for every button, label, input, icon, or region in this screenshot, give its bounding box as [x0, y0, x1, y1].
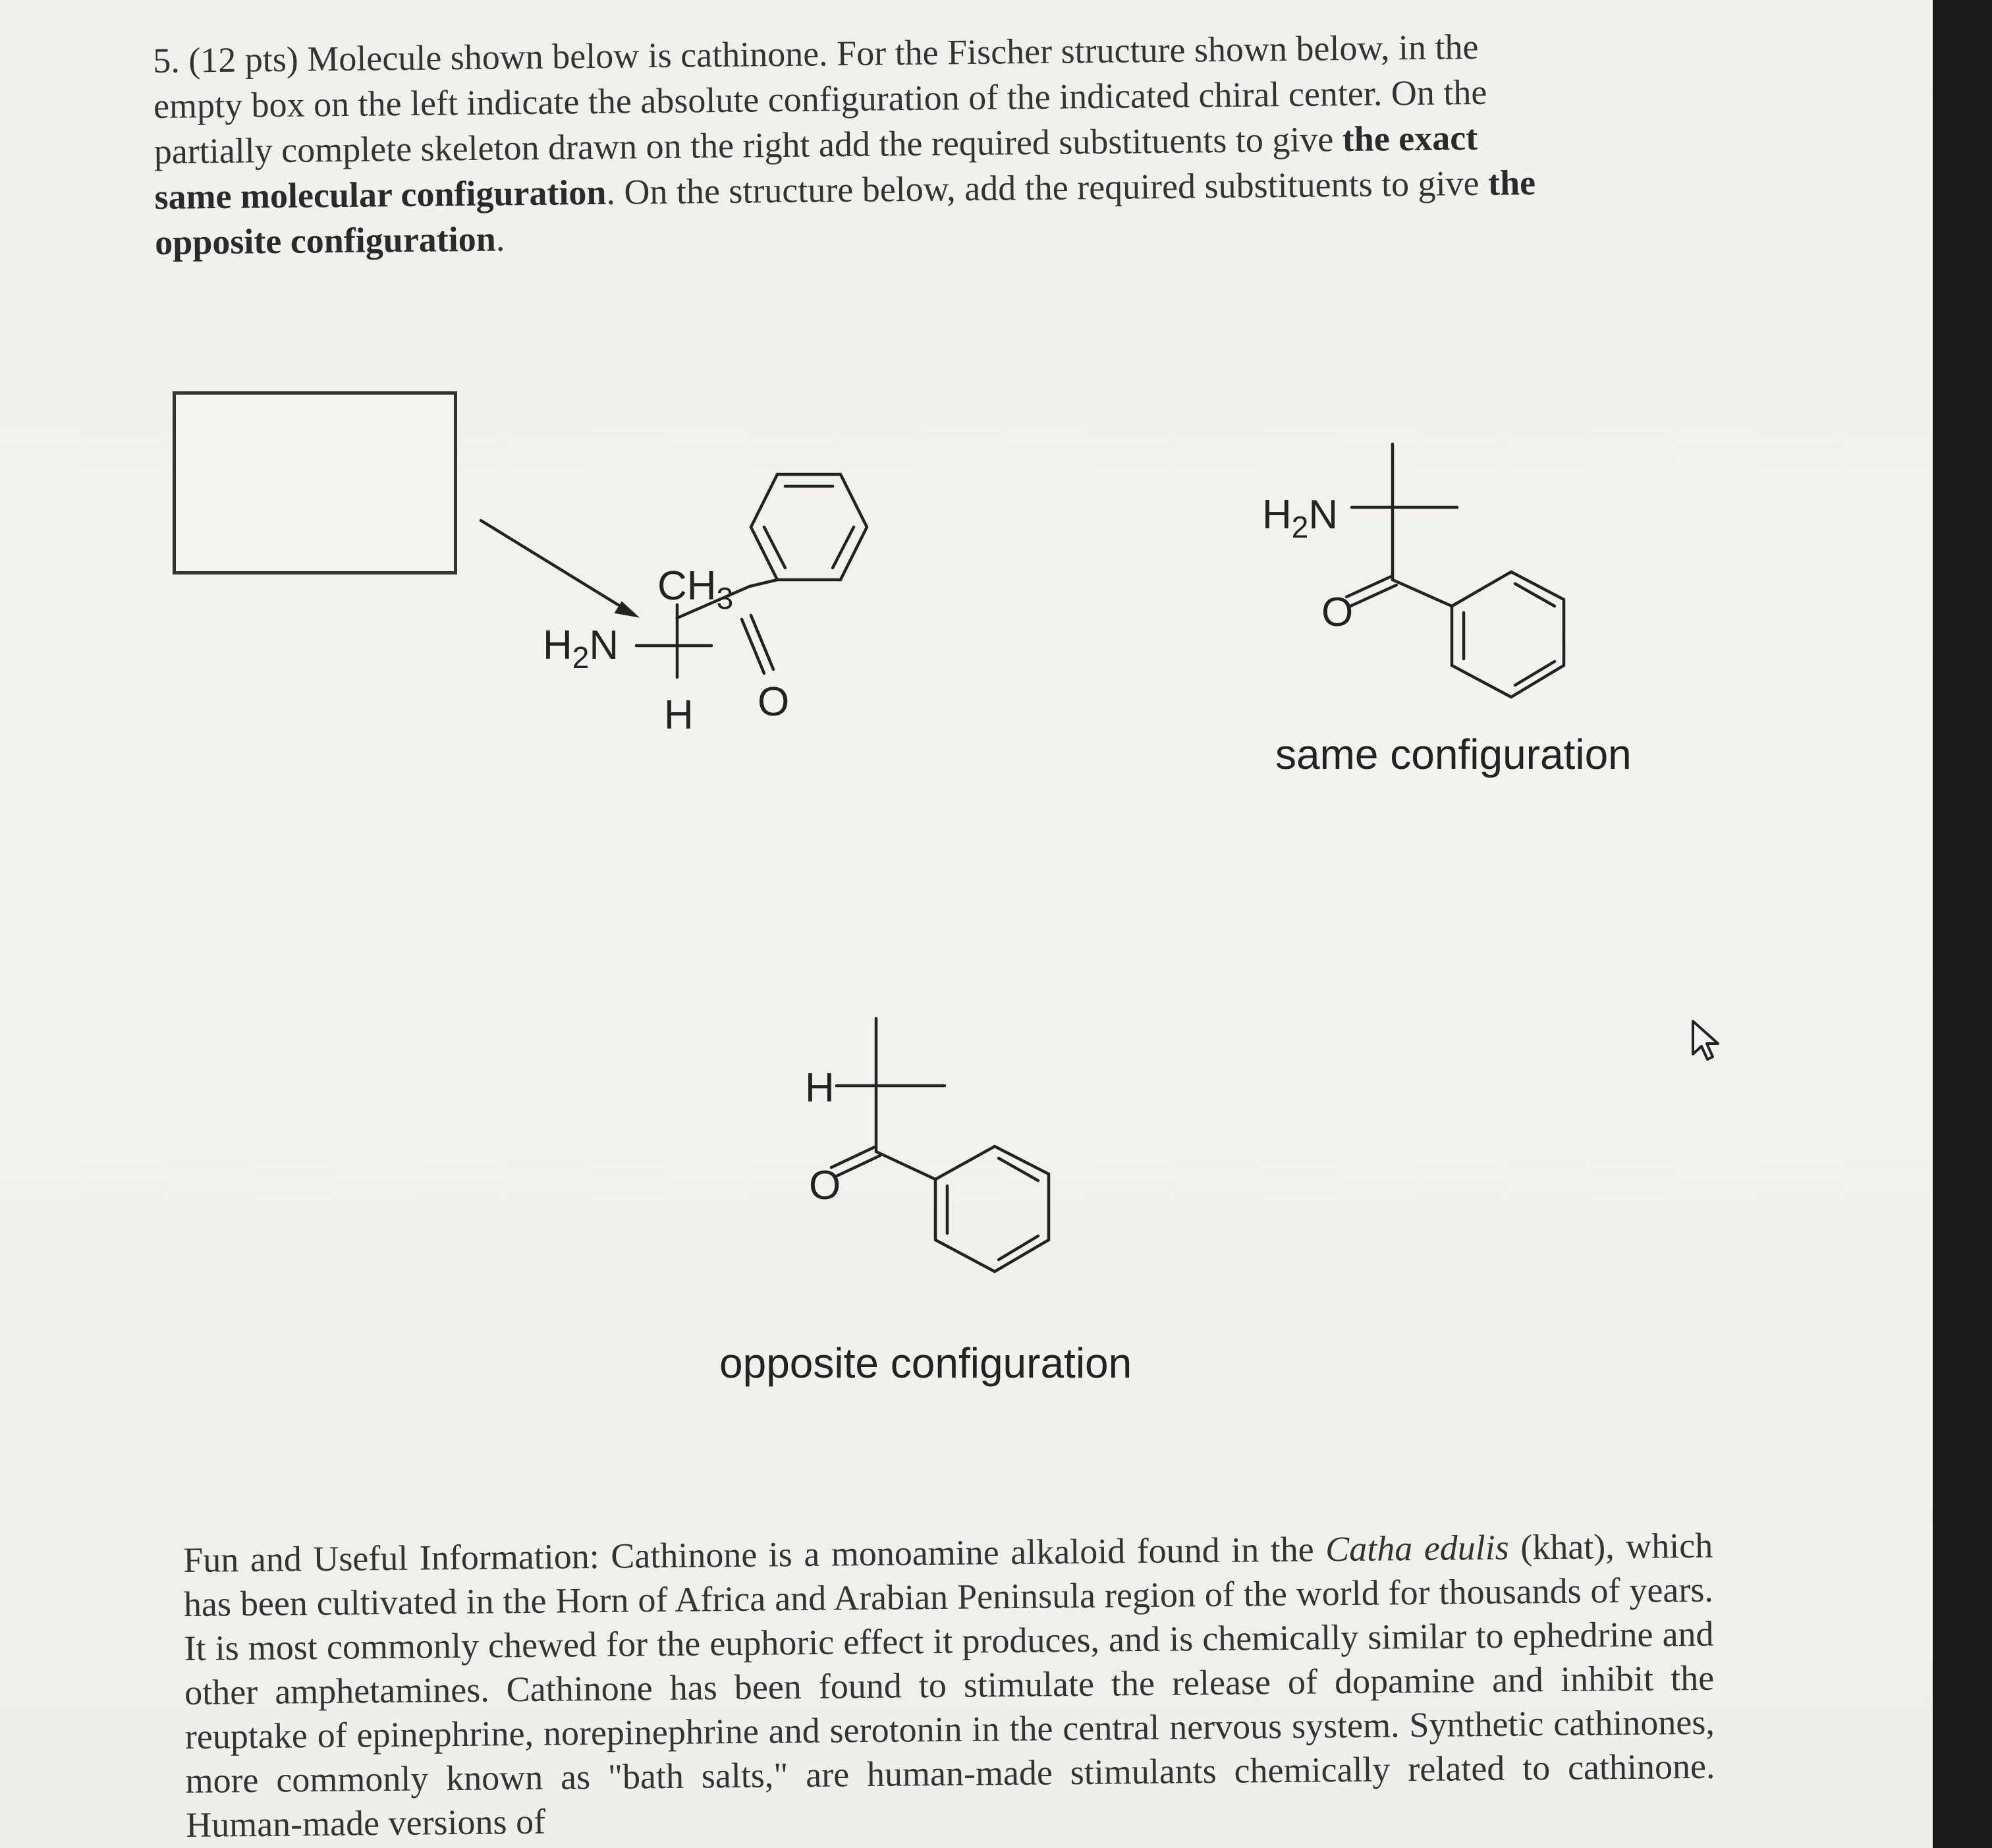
h2n-label: $H_2N$ [1262, 492, 1339, 544]
question-line-3: partially complete skeleton drawn on the right add the required substituents to give the exact [153, 117, 1478, 171]
carbonyl-o-label: O [758, 679, 790, 725]
h-label: H [664, 692, 694, 738]
pointer-arrow-line [481, 520, 624, 609]
carbonyl-double-bond-a [1346, 576, 1393, 597]
benzene-inner-bond [1515, 584, 1555, 606]
fun-information-paragraph: Fun and Useful Information: Cathinone is a monoamine alkaloid found in the Catha edulis (khat), which has been cultivated in the Horn of Africa and Arabian Peninsula region of the world for thousands of years. It is most commonly chewed for the euphoric effect it produces, and is chemically similar to ephedrine and other amphetamines. Cathinone has been found to stimulate the release of dopamine and inhibit the reuptake of epinephrine, norepinephrine and serotonin in the central nervous system. Synthetic cathinones, more commonly known as "bath salts," are human-made stimulants chemically related to cathinone. Human-made versions of [183, 1525, 1715, 1845]
carbonyl-double-bond-b [835, 1156, 880, 1177]
question-line-2: empty box on the left indicate the absolute configuration of the indicated chiral center. On the [153, 72, 1487, 126]
h-label: H [805, 1065, 835, 1111]
ch3-label: $CH_3$ [657, 563, 734, 615]
bold-phrase: opposite configuration [154, 219, 497, 262]
species-name: Catha edulis [1325, 1527, 1510, 1569]
bold-phrase: same molecular configuration [154, 172, 607, 217]
bond-to-benzene [750, 580, 777, 586]
mouse-cursor-icon [1693, 1021, 1718, 1059]
benzene-ring [935, 1146, 1049, 1272]
opposite-config-skeleton [831, 1019, 1049, 1272]
question-line-5: opposite configuration. [154, 219, 505, 262]
carbonyl-double-bond-b [1350, 585, 1397, 606]
same-config-skeleton [1346, 444, 1564, 697]
carbonyl-double-bond-a [742, 619, 764, 673]
carbonyl-o-label: O [809, 1163, 841, 1208]
bold-phrase: the [1487, 163, 1536, 203]
h2n-label: $H_2N$ [543, 623, 619, 675]
benzene-ring [751, 474, 867, 580]
benzene-inner-bond [999, 1158, 1038, 1181]
bond-to-benzene [876, 1152, 935, 1179]
same-configuration-caption: same configuration [1275, 731, 1632, 778]
carbonyl-double-bond-b [751, 615, 773, 669]
benzene-ring [1452, 572, 1564, 697]
carbonyl-o-label: O [1321, 590, 1354, 635]
bold-phrase: the exact [1342, 117, 1478, 159]
bond-to-benzene [1393, 580, 1452, 606]
question-line-1: 5. (12 pts) Molecule shown below is cathinone. For the Fischer structure shown below, in the [153, 26, 1479, 80]
question-line-4: same molecular configuration. On the structure below, add the required substituents to give the [154, 163, 1536, 217]
opposite-configuration-caption: opposite configuration [719, 1339, 1132, 1387]
